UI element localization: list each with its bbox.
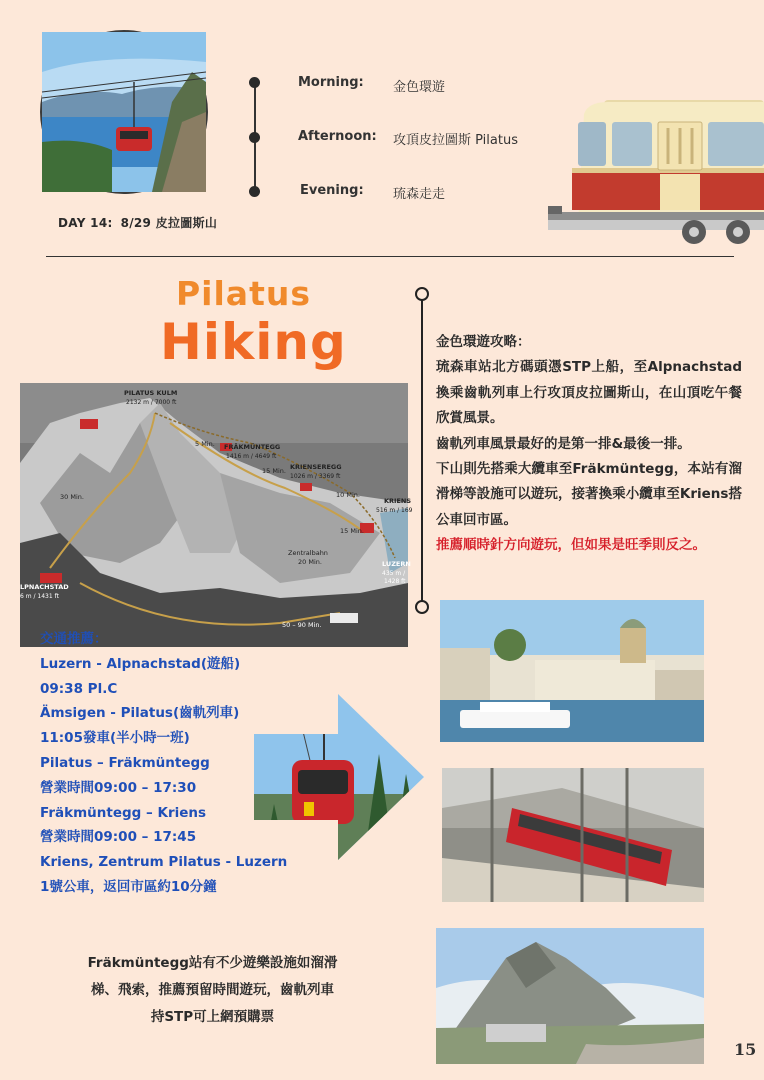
guide-divider-line — [421, 293, 423, 606]
guide-paragraph: 下山則先搭乘大纜車至Fräkmüntegg，本站有溜滑梯等設施可以遊玩，接著換乘小纜車至Kriens搭公車回市區。 — [436, 461, 742, 528]
timeline-dot — [249, 132, 260, 143]
map-label-zentralbahn: Zentralbahn — [288, 549, 328, 557]
line-end-circle — [415, 287, 429, 301]
evening-plan: 琉森走走 — [393, 187, 446, 202]
header-divider — [46, 256, 734, 257]
map-label-time-15min: 15 Min. — [262, 467, 286, 475]
map-label-luzern-altitude-ft: 1428 ft — [384, 578, 406, 585]
map-label-zentralbahn-time: 20 Min. — [298, 558, 322, 566]
line-end-circle — [415, 600, 429, 614]
day-label: DAY 14: — [58, 216, 113, 230]
transport-line: 營業時間09:00 – 17:45 — [40, 829, 197, 846]
pilatus-route-map — [20, 383, 413, 647]
map-label-luzern-altitude: 435 m / — [382, 570, 406, 577]
guide-heading: 金色環遊攻略： — [436, 334, 531, 350]
pilatus-summit-photo — [436, 928, 704, 1064]
map-label-frakmuntegg: FRÄKMÜNTEGG — [224, 443, 281, 451]
morning-label: Morning: — [298, 75, 364, 90]
map-label-alpnachstad: LPNACHSTAD — [20, 583, 69, 591]
transport-line: Fräkmüntegg – Kriens — [40, 804, 207, 821]
map-label-frakmuntegg-altitude: 1416 m / 4649 ft — [226, 453, 277, 460]
map-label-luzern: LUZERN — [382, 560, 411, 568]
transport-line: Kriens, Zentrum Pilatus - Luzern — [40, 854, 288, 871]
map-label-time-30min: 30 Min. — [60, 493, 84, 501]
guide-highlight: 推薦順時針方向遊玩，但如果是旺季則反之。 — [436, 537, 706, 554]
map-label-kriens-altitude: 516 m / 169 — [376, 507, 413, 514]
map-label-time-15min-b: 15 Min. — [340, 527, 364, 535]
map-label-kulm-altitude: 2132 m / 7000 ft — [126, 399, 177, 406]
guide-paragraph: 琉森車站北方碼頭憑STP上船，至Alpnachstad換乘齒軌列車上行攻頂皮拉圖斯山，在山頂吃午餐欣賞風景。 — [436, 359, 742, 427]
evening-label: Evening: — [300, 183, 364, 198]
map-label-kriens: KRIENS — [384, 497, 412, 505]
gondola-arrow-photo — [254, 694, 424, 860]
map-label-alpnachstad-altitude: 6 m / 1431 ft — [20, 593, 59, 600]
frakmuntegg-note — [60, 950, 365, 1031]
transport-line: 營業時間09:00 – 17:30 — [40, 779, 197, 796]
title-pilatus: Pilatus — [176, 274, 311, 313]
date-title: 8/29 皮拉圖斯山 — [120, 216, 218, 230]
timeline-dot — [249, 77, 260, 88]
map-label-krienseregg: KRIENSEREGG — [290, 463, 342, 471]
lucerne-boat-photo — [440, 600, 704, 742]
afternoon-plan: 攻頂皮拉圖斯 Pilatus — [393, 133, 518, 148]
guide-paragraph: 齒軌列車風景最好的是第一排&最後一排。 — [436, 435, 691, 452]
map-label-time-10min: 10 Min. — [336, 491, 360, 499]
map-label-time-5min: 5 Min. — [195, 440, 215, 448]
title-hiking: Hiking — [160, 313, 347, 371]
map-label-krienseregg-altitude: 1026 m / 3369 ft — [290, 473, 341, 480]
transport-line: 1號公車，返回市區約10分鐘 — [40, 878, 217, 895]
transport-line: Pilatus – Fräkmüntegg — [40, 754, 210, 771]
transport-line: 11:05發車(半小時一班) — [40, 730, 190, 747]
transport-line: 09:38 Pl.C — [40, 680, 118, 697]
cable-car-photo — [40, 30, 208, 194]
map-label-time-boat: 50 – 90 Min. — [282, 621, 322, 629]
timeline-dot — [249, 186, 260, 197]
morning-plan: 金色環遊 — [393, 80, 446, 95]
note-line: 梯、飛索，推薦預留時間遊玩，齒軌列車 — [91, 982, 334, 998]
cogwheel-train-photo — [442, 768, 704, 902]
transport-line: Luzern - Alpnachstad(遊船) — [40, 655, 241, 672]
day-title — [58, 214, 217, 231]
note-line: 持STP可上網預購票 — [150, 1009, 275, 1025]
page-number: 15 — [734, 1040, 757, 1059]
map-label-kulm: PILATUS KULM — [124, 389, 178, 397]
note-line: Fräkmüntegg站有不少遊樂設施如溜滑 — [87, 955, 338, 971]
golden-round-trip-guide — [436, 330, 742, 559]
transport-line: Ämsigen - Pilatus(齒軌列車) — [40, 705, 240, 722]
transport-heading: 交通推薦： — [40, 631, 108, 647]
tram-illustration — [548, 94, 764, 250]
afternoon-label: Afternoon: — [298, 129, 377, 144]
